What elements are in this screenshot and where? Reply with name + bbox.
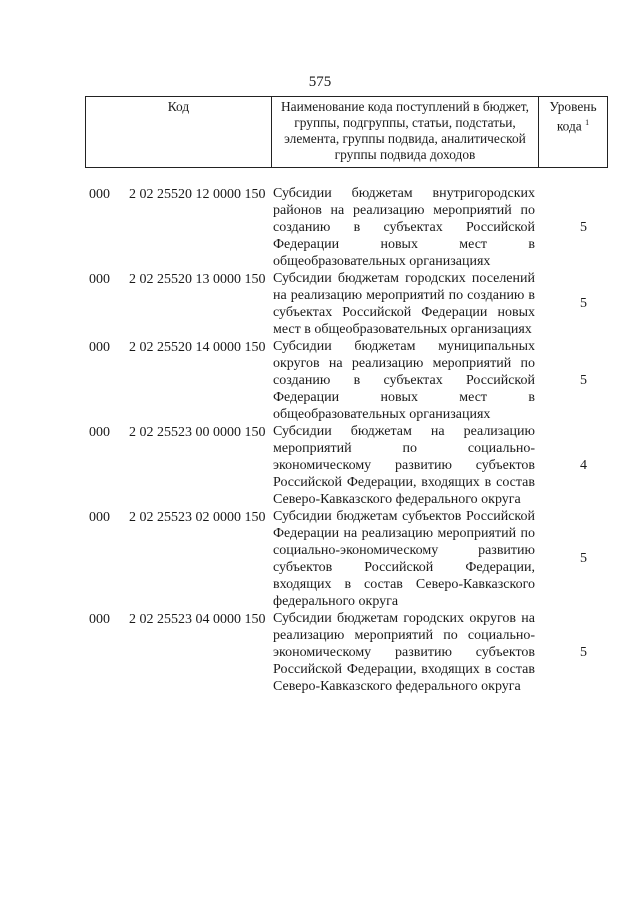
table-row [85, 423, 608, 508]
row-code-cell [85, 423, 271, 508]
row-income-code: 2 02 25523 02 0000 150 [129, 510, 266, 525]
row-code-cell [85, 338, 271, 423]
table-header [85, 96, 608, 168]
row-name: Субсидии бюджетам субъектов Российской Федерации на реализацию мероприятий по социально-экономическому развитию субъектов Российской Федерации, входящих в состав Северо-Кавказского федерального округа [273, 509, 535, 609]
row-level: 5 [580, 296, 587, 311]
table-row [85, 338, 608, 423]
row-name: Субсидии бюджетам на реализацию мероприятий по социально-экономическому развитию субъектов Российской Федерации, входящих в состав Северо-Кавказского федерального округа [273, 424, 535, 507]
row-income-code: 2 02 25520 12 0000 150 [129, 187, 266, 202]
table-row [85, 610, 608, 695]
header-name: Наименование кода поступлений в бюджет, группы, подгруппы, статьи, подстатьи, элемента, группы подвида, аналитической группы подвида доходов [271, 97, 538, 167]
row-admin-code: 000 [89, 425, 110, 440]
row-income-code: 2 02 25523 04 0000 150 [129, 612, 266, 627]
table-row [85, 185, 608, 270]
row-code-cell [85, 270, 271, 338]
row-name: Субсидии бюджетам городских поселений на реализацию мероприятий по созданию в субъектах Российской Федерации новых мест в общеобразовательных организациях [273, 271, 535, 337]
row-name: Субсидии бюджетам муниципальных округов на реализацию мероприятий по созданию в субъектах Российской Федерации новых мест в общеобразовательных организациях [273, 339, 535, 422]
row-level: 5 [580, 551, 587, 566]
table-row [85, 508, 608, 610]
row-level: 5 [580, 644, 587, 660]
row-admin-code: 000 [89, 340, 110, 355]
row-income-code: 2 02 25523 00 0000 150 [129, 425, 266, 440]
row-admin-code: 000 [89, 272, 110, 287]
row-code-cell [85, 610, 271, 695]
header-level [538, 97, 608, 167]
budget-code-table [85, 96, 608, 695]
table-body [85, 185, 608, 695]
row-admin-code: 000 [89, 612, 110, 627]
row-code-cell [85, 185, 271, 270]
row-income-code: 2 02 25520 13 0000 150 [129, 272, 266, 287]
row-name: Субсидии бюджетам городских округов на реализацию мероприятий по социально-экономическому развитию субъектов Российской Федерации, входящих в состав Северо-Кавказского федерального округа [273, 611, 535, 694]
header-level-label: Уровень кода [549, 99, 597, 134]
header-code: Код [85, 97, 271, 167]
row-level: 5 [580, 372, 587, 388]
row-admin-code: 000 [89, 187, 110, 202]
row-admin-code: 000 [89, 510, 110, 525]
row-level: 4 [580, 457, 587, 473]
page-number: 575 [308, 74, 332, 90]
table-row [85, 270, 608, 338]
row-name: Субсидии бюджетам внутригородских районов на реализацию мероприятий по созданию в субъектах Российской Федерации новых мест в общеобразовательных организациях [273, 186, 535, 269]
row-code-cell [85, 508, 271, 610]
row-income-code: 2 02 25520 14 0000 150 [129, 340, 266, 355]
row-level: 5 [580, 219, 587, 235]
header-level-footnote: 1 [585, 118, 590, 127]
